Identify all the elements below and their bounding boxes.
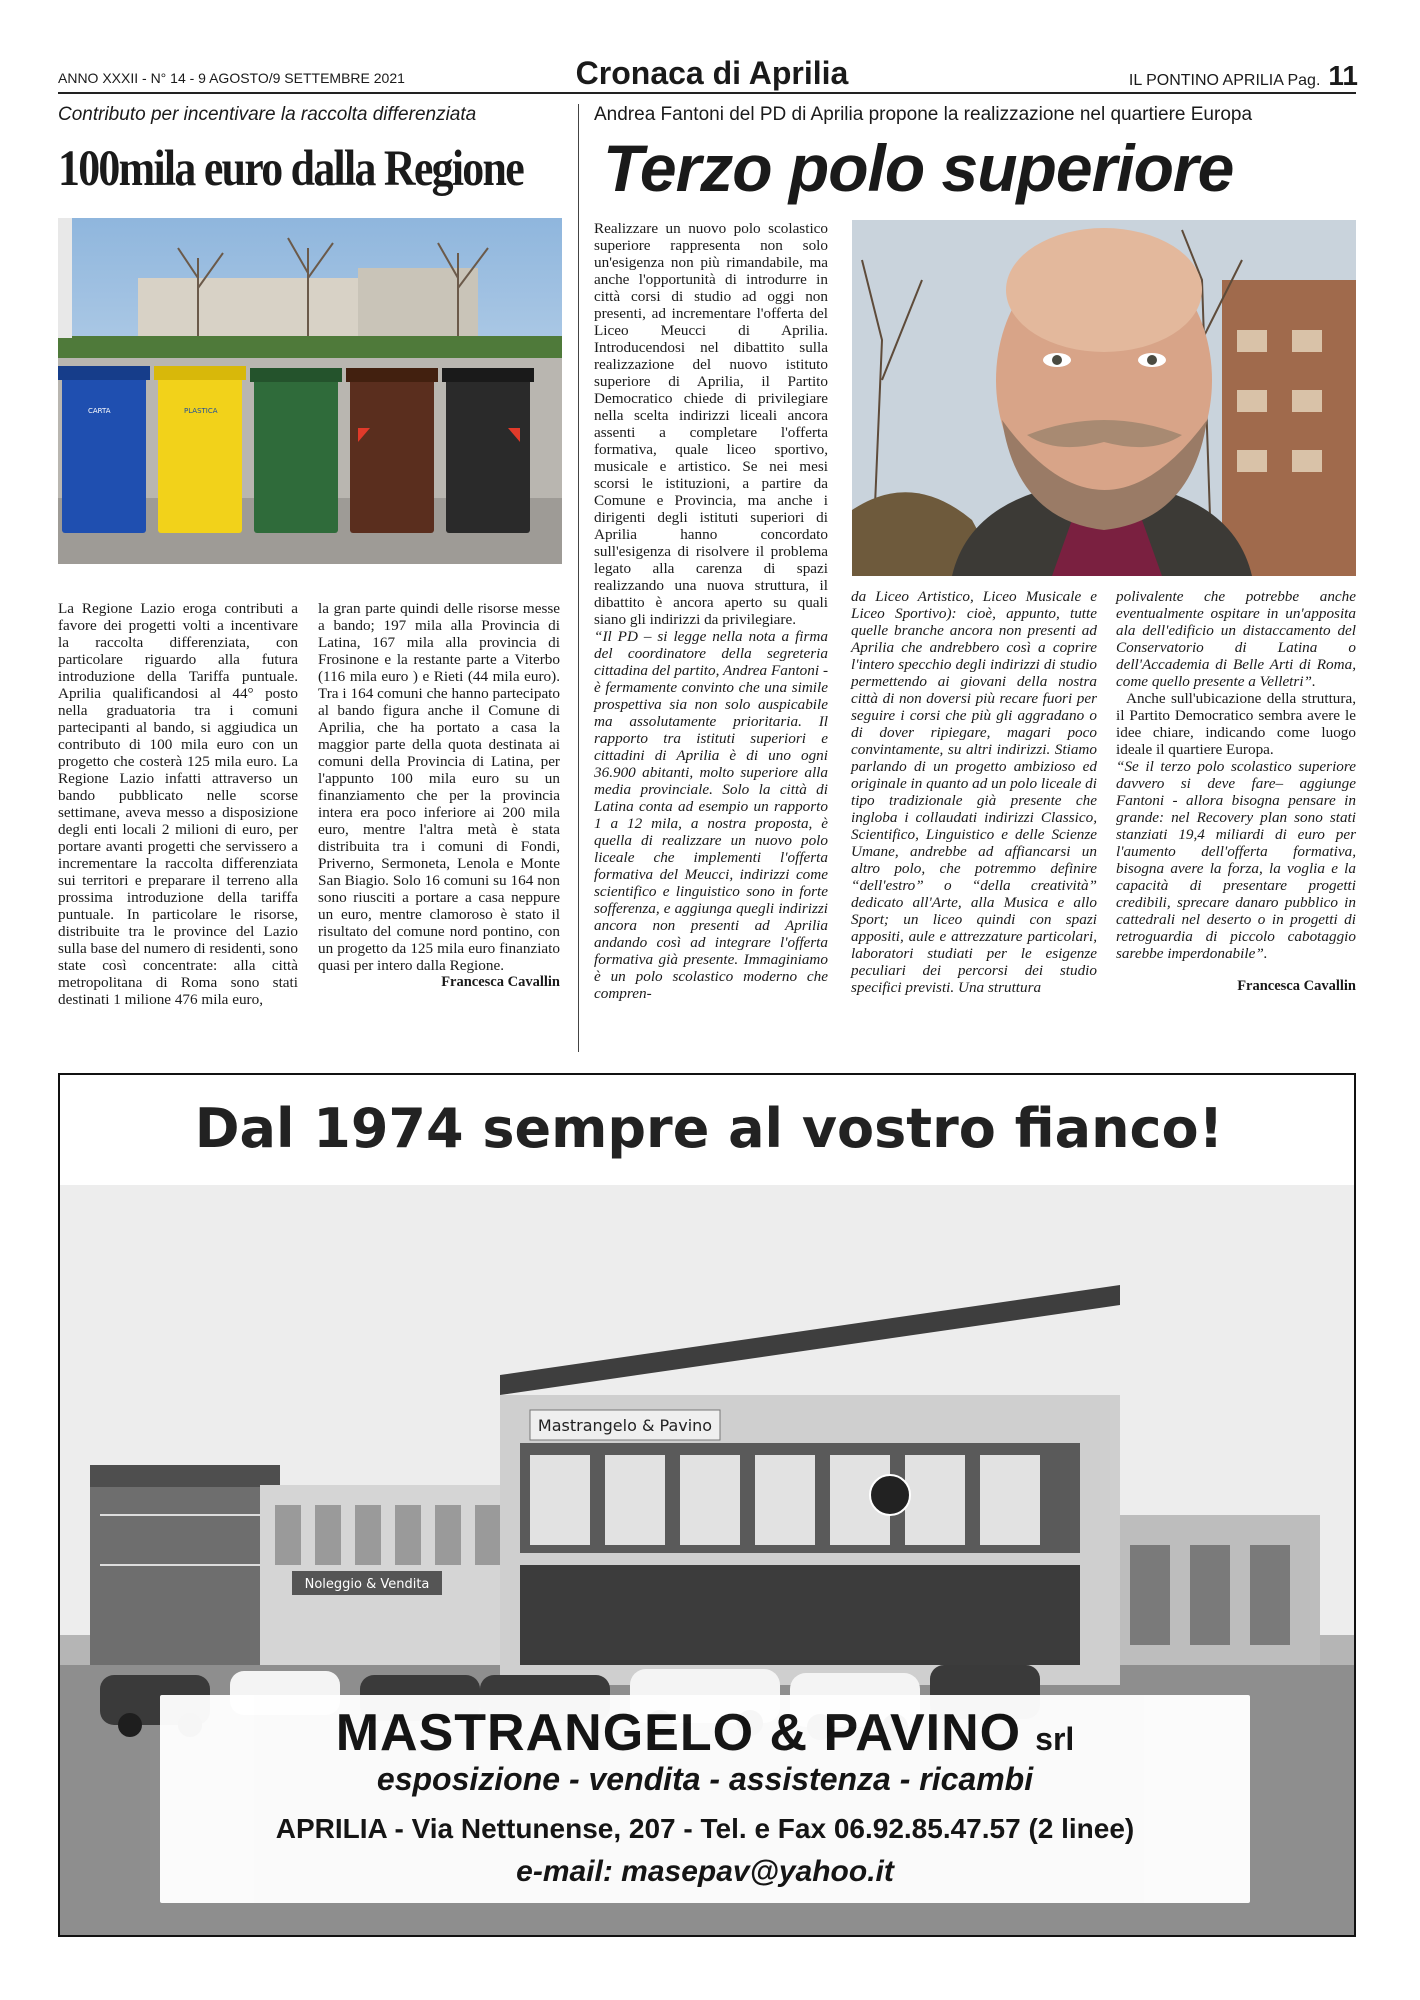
company-name: MASTRANGELO & PAVINO [335,1704,1022,1762]
company-suffix: srl [1035,1721,1075,1757]
left-signature: Francesca Cavallin [441,974,560,990]
portrait-photo [852,220,1356,576]
right-kicker: Andrea Fantoni del PD di Aprilia propone la realizzazione nel quartiere Europa [594,104,1253,125]
advertisement [58,1073,1356,1937]
ad-tagline: esposizione - vendita - assistenza - ricambi [376,1761,1034,1797]
header-rule [58,92,1356,94]
left-col1-text: La Regione Lazio eroga contributi a favore dei progetti volti a incentivare la raccolta differenziata, con particolare riguardo alla futura introduzione della Tariffa puntuale. Aprilia qualificandosi al 44° posto nella graduatoria tra i comuni partecipanti al bando, si aggiudica un contributo di 100 mila euro con un progetto che costerà 125 mila euro. La Regione Lazio infatti attraverso un bando pubblicato nelle scorse settimane, aveva messo a disposizione degli enti locali 2 milioni di euro, per portare avanti progetti che servissero a incrementare la raccolta differenziata sui territori e preparare il terreno alla prossima introduzione della tariffa puntuale. In particolare le risorse, distribuite tra le province del Lazio sulla base del numero di residenti, sono state così concentrate: alla città metropolitana di Roma sono stati destinati 1 milione 476 mila euro, [58,600,298,1008]
column-divider [578,104,579,1052]
ad-slogan: Dal 1974 sempre al vostro fianco! [194,1097,1224,1160]
right-col3-text-c: “Se il terzo polo scolastico superiore davvero si deve fare– aggiunge Fantoni - allora bisogna pensare in grande: nel Recovery plan sono stati stanziati 19,4 miliardi di euro per l'aumento dell'offerta formativa, bisogna avere la forza, la voglia e la capacità di presentare progetti credibili, sprecare danaro pubblico in cattedrali nel deserto o in progetti di retroguardia di piccolo cabotaggio sarebbe imperdonabile”. [1116,758,1356,962]
right-col3-text-b: Anche sull'ubicazione della struttura, il Partito Democratico sembra avere le idee chiare, indicando come luogo ideale il quartiere Europa. [1116,690,1356,758]
bin-label-1: CARTA [88,407,111,415]
left-column-1 [58,600,298,1008]
left-col2-text: la gran parte quindi delle risorse messe a bando; 197 mila alla Provincia di Latina, 167 mila alla provincia di Frosinone e la restante parte a Viterbo (116 mila euro ) e Rieti (44 mila euro). Tra i 164 comuni che hanno partecipato al bando figura anche il Comune di Aprilia, che ha portato a casa la maggior parte della quota destinata ai comuni della Provincia di Latina, per l'appunto 100 mila euro su un finanziamento che per la provincia intera era poco inferiore ai 200 mila euro, mentre l'altra metà è stata distribuita tra i comuni di Fondi, Priverno, Sermoneta, Lenola e Monte San Biagio. Solo 16 comuni su 164 non sono riusciti a portare a casa neppure un euro, mentre clamoroso è stato il risultato del comune nord pontino, con un progetto da 125 mila euro finanziato quasi per intero dalla Regione. [318,600,560,974]
left-kicker: Contributo per incentivare la raccolta differenziata [58,104,477,125]
ad-contact-box [160,1695,1250,1903]
right-column-3 [1116,588,1356,995]
issue-line: ANNO XXXII - N° 14 - 9 AGOSTO/9 SETTEMBRE 2021 [58,70,405,86]
right-column-2 [851,588,1097,996]
recycling-bins-photo [58,218,562,564]
right-headline: Terzo polo superiore [603,131,1234,205]
section-title: Cronaca di Aprilia [575,55,849,91]
right-col2-text: da Liceo Artistico, Liceo Musicale e Liceo Sportivo): cioè, appunto, tutte quelle branche ancora non presenti ad Aprilia che andrebbero così a coprire l'intero specchio degli indirizzi di studio permettendo ai giovani della nostra città di non doversi più recare fuori per seguire i corsi che più gli aggradano o di dover ripiegare, magari poco convintamente, su altri indirizzi. Stiamo parlando di un progetto ambizioso ed originale in quanto ad un polo liceale di tipo tradizionale già presente che ingloba i collaudati indirizzi Classico, Scientifico, Linguistico e delle Scienze Umane, andrebbe ad affiancarsi un altro polo, che potremmo definire “dell'estro” o “della creatività” dedicato all'Arte, alla Musica e allo Sport; un liceo quindi con spazi appositi, aule e attrezzature particolari, laboratori studiati per le esigenze peculiari dei percorsi dei studio specifici previsti. Una struttura [851,588,1097,996]
right-col1-quote: “Il PD – si legge nella nota a firma del coordinatore della segreteria cittadina del partito, Andrea Fantoni - è fermamente convinto che una simile prospettiva sia non solo auspicabile ma assolutamente prioritaria. Il rapporto tra istituti superiori e cittadini di Aprilia è di uno ogni 36.900 abitanti, molto superiore alla media provinciale. Solo la città di Latina conta ad esempio un rapporto 1 a 12 mila, a nostra proposta, è quella di realizzare un nuovo polo liceale che implementi l'offerta formativa del Meucci, indirizzi come scientifico e linguistico sono in forte sofferenza, e aggiunga quegli indirizzi ancora non presenti ad Aprilia andando così ad integrare l'offerta formativa già presente. Immaginiamo è un polo scolastico moderno che compren- [594,628,828,1002]
paper-name [1129,60,1358,92]
bin-label-2: PLASTICA [184,407,218,415]
paper-label: IL PONTINO APRILIA Pag. [1128,72,1321,89]
ad-company [160,1703,1250,1763]
left-column-2 [318,600,560,991]
building-sign: Mastrangelo & Pavino [537,1416,713,1435]
right-col3-text-a: polivalente che potrebbe anche eventualmente ospitare in un'apposita ala dell'edificio un distaccamento del Conservatorio di Latina o dell'Accademia di Belle Arti di Roma, come quello presente a Velletri”. [1116,588,1356,690]
ad-email[interactable]: e-mail: masepav@yahoo.it [516,1855,894,1888]
building-sign-rental: Noleggio & Vendita [304,1577,430,1592]
right-signature: Francesca Cavallin [1237,978,1356,994]
right-col1-text: Realizzare un nuovo polo scolastico superiore rappresenta non solo un'esigenza non più rimandabile, ma anche l'opportunità di introdurre in città corsi di studio ad oggi non presenti, ad incrementare l'offerta del Liceo Meucci di Aprilia. Introducendosi nel dibattito sulla realizzazione del nuovo istituto superiore di Aprilia, il Partito Democratico chiede di privilegiare nella scelta indirizzi liceali ancora assenti a completare l'offerta formativa, quale liceo sportivo, musicale e artistico. Se nei mesi scorsi le istituzioni, a partire da Comune e Provincia, ma anche i dirigenti degli istituti superiori di Aprilia hanno concordato sull'esigenza di risolvere il problema legato alla carenza di spazi realizzando una nuova struttura, il dibattito è ancora aperto su quali siano gli indirizzi da privilegiare. [594,220,828,628]
page-number: 11 [1328,60,1358,91]
ad-address: APRILIA - Via Nettunense, 207 - Tel. e Fax 06.92.85.47.57 (2 linee) [275,1813,1135,1844]
right-column-1 [594,220,828,1002]
left-headline: 100mila euro dalla Regione [58,141,523,197]
